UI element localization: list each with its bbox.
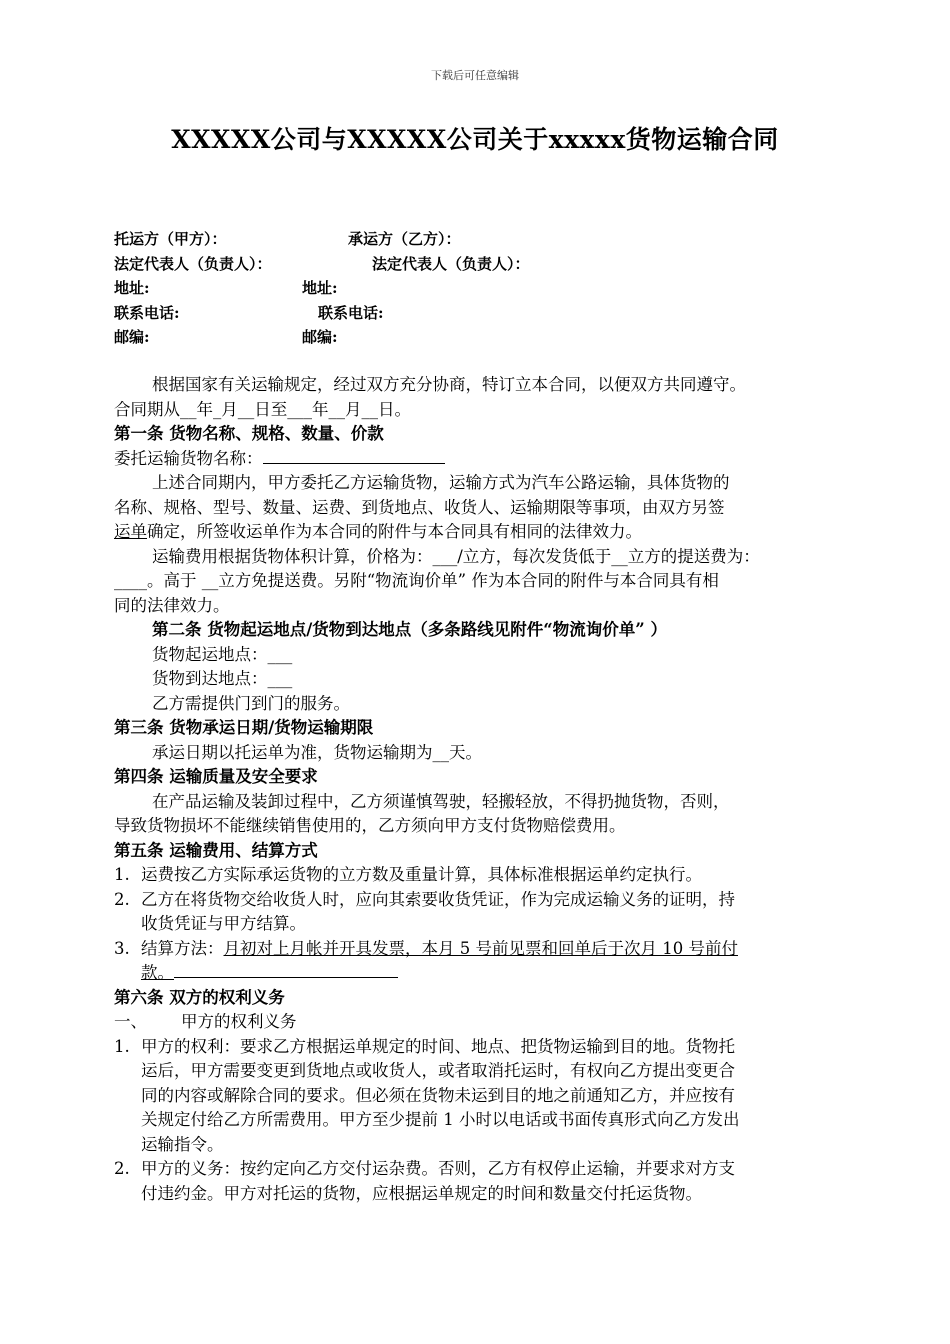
paragraph-line: 导致货物损坏不能继续销售使用的，乙方须向甲方支付货物赔偿费用。 <box>114 816 626 835</box>
list-line <box>114 1108 838 1133</box>
tel-b-label: 联系电话: <box>318 303 384 322</box>
list-number: 1. <box>114 865 130 884</box>
list-number: 2. <box>114 889 130 909</box>
goods-name-blank <box>263 447 445 464</box>
list-text: 付违约金。甲方对托运的货物，应根据运单规定的时间和数量交付托运货物。 <box>141 1183 702 1203</box>
paragraph-line: 承运日期以托运单为准，货物运输期为__天。 <box>152 742 482 762</box>
paragraph-line: 名称、规格、型号、数量、运费、到货地点、收货人、运输期限等事项，由双方另签 <box>114 497 725 517</box>
subsection-title: 甲方的权利义务 <box>181 1012 297 1031</box>
goods-name-label: 委托运输货物名称： <box>114 448 263 468</box>
list-text: 甲方的义务：按约定向乙方交付运杂费。否则，乙方有权停止运输，并要求对方支 <box>141 1159 735 1178</box>
list-text: 甲方的权利：要求乙方根据运单规定的时间、地点、把货物运输到目的地。货物托 <box>141 1036 735 1056</box>
paragraph-line: 上述合同期内，甲方委托乙方运输货物，运输方式为汽车公路运输，具体货物的 <box>152 473 730 492</box>
party-row <box>114 228 854 253</box>
list-item <box>114 888 838 937</box>
subsection-number: 一、 <box>114 1012 147 1031</box>
service-line: 乙方需提供门到门的服务。 <box>152 693 350 713</box>
article-heading: 第四条 运输质量及安全要求 <box>114 767 318 786</box>
list-line <box>114 1157 838 1182</box>
page-title: XXXXX公司与XXXXX公司关于xxxxx货物运输合同 <box>171 125 779 154</box>
list-line <box>114 937 838 962</box>
settlement-terms: 款。 <box>141 963 174 982</box>
settlement-label: 结算方法： <box>141 938 224 958</box>
list-text: 关规定付给乙方所需费用。甲方至少提前 1 小时以电话或书面传真形式向乙方发出 <box>141 1110 740 1129</box>
list-text: 收货凭证与甲方结算。 <box>141 914 306 933</box>
rep-b-label: 法定代表人（负责人）： <box>372 254 530 273</box>
intro-line: 根据国家有关运输规定，经过双方充分协商，特订立本合同，以便双方共同遵守。 <box>152 375 746 394</box>
list-line <box>114 1084 838 1109</box>
list-text: 运费按乙方实际承运货物的立方数及重量计算，具体标准根据运单约定执行。 <box>141 865 702 884</box>
contract-body <box>114 373 838 1206</box>
zip-b-label: 邮编: <box>302 328 338 346</box>
article-heading: 第三条 货物承运日期/货物运输期限 <box>114 718 374 737</box>
rep-a-label: 法定代表人（负责人）： <box>114 254 272 273</box>
list-item <box>114 863 838 888</box>
paragraph-line: ____。高于 __立方免提送费。另附“物流询价单” 作为本合同的附件与本合同具有相 <box>114 571 719 590</box>
party-row <box>114 277 854 302</box>
header-note: 下载后可任意编辑 <box>431 69 519 82</box>
shipper-label: 托运方（甲方）： <box>114 230 227 248</box>
article-heading: 第二条 货物起运地点/货物到达地点（多条路线见附件“物流询价单” ） <box>152 620 667 639</box>
list-text: 乙方在将货物交给收货人时，应向其索要收货凭证，作为完成运输义务的证明，持 <box>141 889 735 909</box>
list-line <box>114 1182 838 1207</box>
list-item <box>114 937 838 986</box>
intro-line: 合同期从__年_月__日至___年__月__日。 <box>114 399 411 419</box>
list-number: 3. <box>114 938 130 958</box>
paragraph-text: 确定，所签收运单作为本合同的附件与本合同具有相同的法律效力。 <box>147 522 642 541</box>
addr-b-label: 地址: <box>302 279 338 297</box>
list-text: 同的内容或解除合同的要求。但必须在货物未运到目的地之前通知乙方，并应按有 <box>141 1085 735 1105</box>
party-row <box>114 302 854 327</box>
settlement-blank <box>174 961 398 978</box>
list-number: 1. <box>114 1036 130 1056</box>
list-item <box>114 1157 838 1206</box>
destination-line: 货物到达地点：___ <box>152 669 293 688</box>
tel-a-label: 联系电话: <box>114 303 180 322</box>
origin-line: 货物起运地点：___ <box>152 644 293 664</box>
list-line <box>114 912 838 937</box>
zip-a-label: 邮编: <box>114 328 150 346</box>
parties-block <box>114 228 854 351</box>
list-line <box>114 863 838 888</box>
party-row <box>114 253 854 278</box>
list-text: 运输指令。 <box>141 1134 224 1154</box>
list-item <box>114 1035 838 1158</box>
goods-name-line <box>114 447 838 472</box>
list-line <box>114 1133 838 1158</box>
paragraph-line: 运输费用根据货物体积计算，价格为：___/立方，每次发货低于__立方的提送费为： <box>152 546 760 566</box>
article-heading: 第五条 运输费用、结算方式 <box>114 840 318 860</box>
addr-a-label: 地址: <box>114 279 150 297</box>
settlement-terms: 月初对上月帐并开具发票，本月 5 号前见票和回单后于次月 10 号前付 <box>223 938 738 958</box>
paragraph-line: 在产品运输及装卸过程中，乙方须谨慎驾驶，轻搬轻放，不得扔抛货物，否则， <box>152 791 730 811</box>
paragraph-line <box>114 520 838 545</box>
paragraph-line: 同的法律效力。 <box>114 595 230 615</box>
list-number: 2. <box>114 1159 130 1178</box>
subsection-heading <box>114 1010 838 1035</box>
list-line <box>114 888 838 913</box>
list-line <box>114 1035 838 1060</box>
carrier-label: 承运方（乙方）： <box>348 230 461 248</box>
list-text: 运后，甲方需要变更到货地点或收货人，或者取消托运时，有权向乙方提出变更合 <box>141 1061 735 1080</box>
article-heading: 第一条 货物名称、规格、数量、价款 <box>114 424 384 443</box>
party-row <box>114 326 854 351</box>
list-line <box>114 1059 838 1084</box>
waybill-term: 运单 <box>114 522 147 541</box>
article-heading: 第六条 双方的权利义务 <box>114 987 285 1007</box>
list-line <box>114 961 838 986</box>
